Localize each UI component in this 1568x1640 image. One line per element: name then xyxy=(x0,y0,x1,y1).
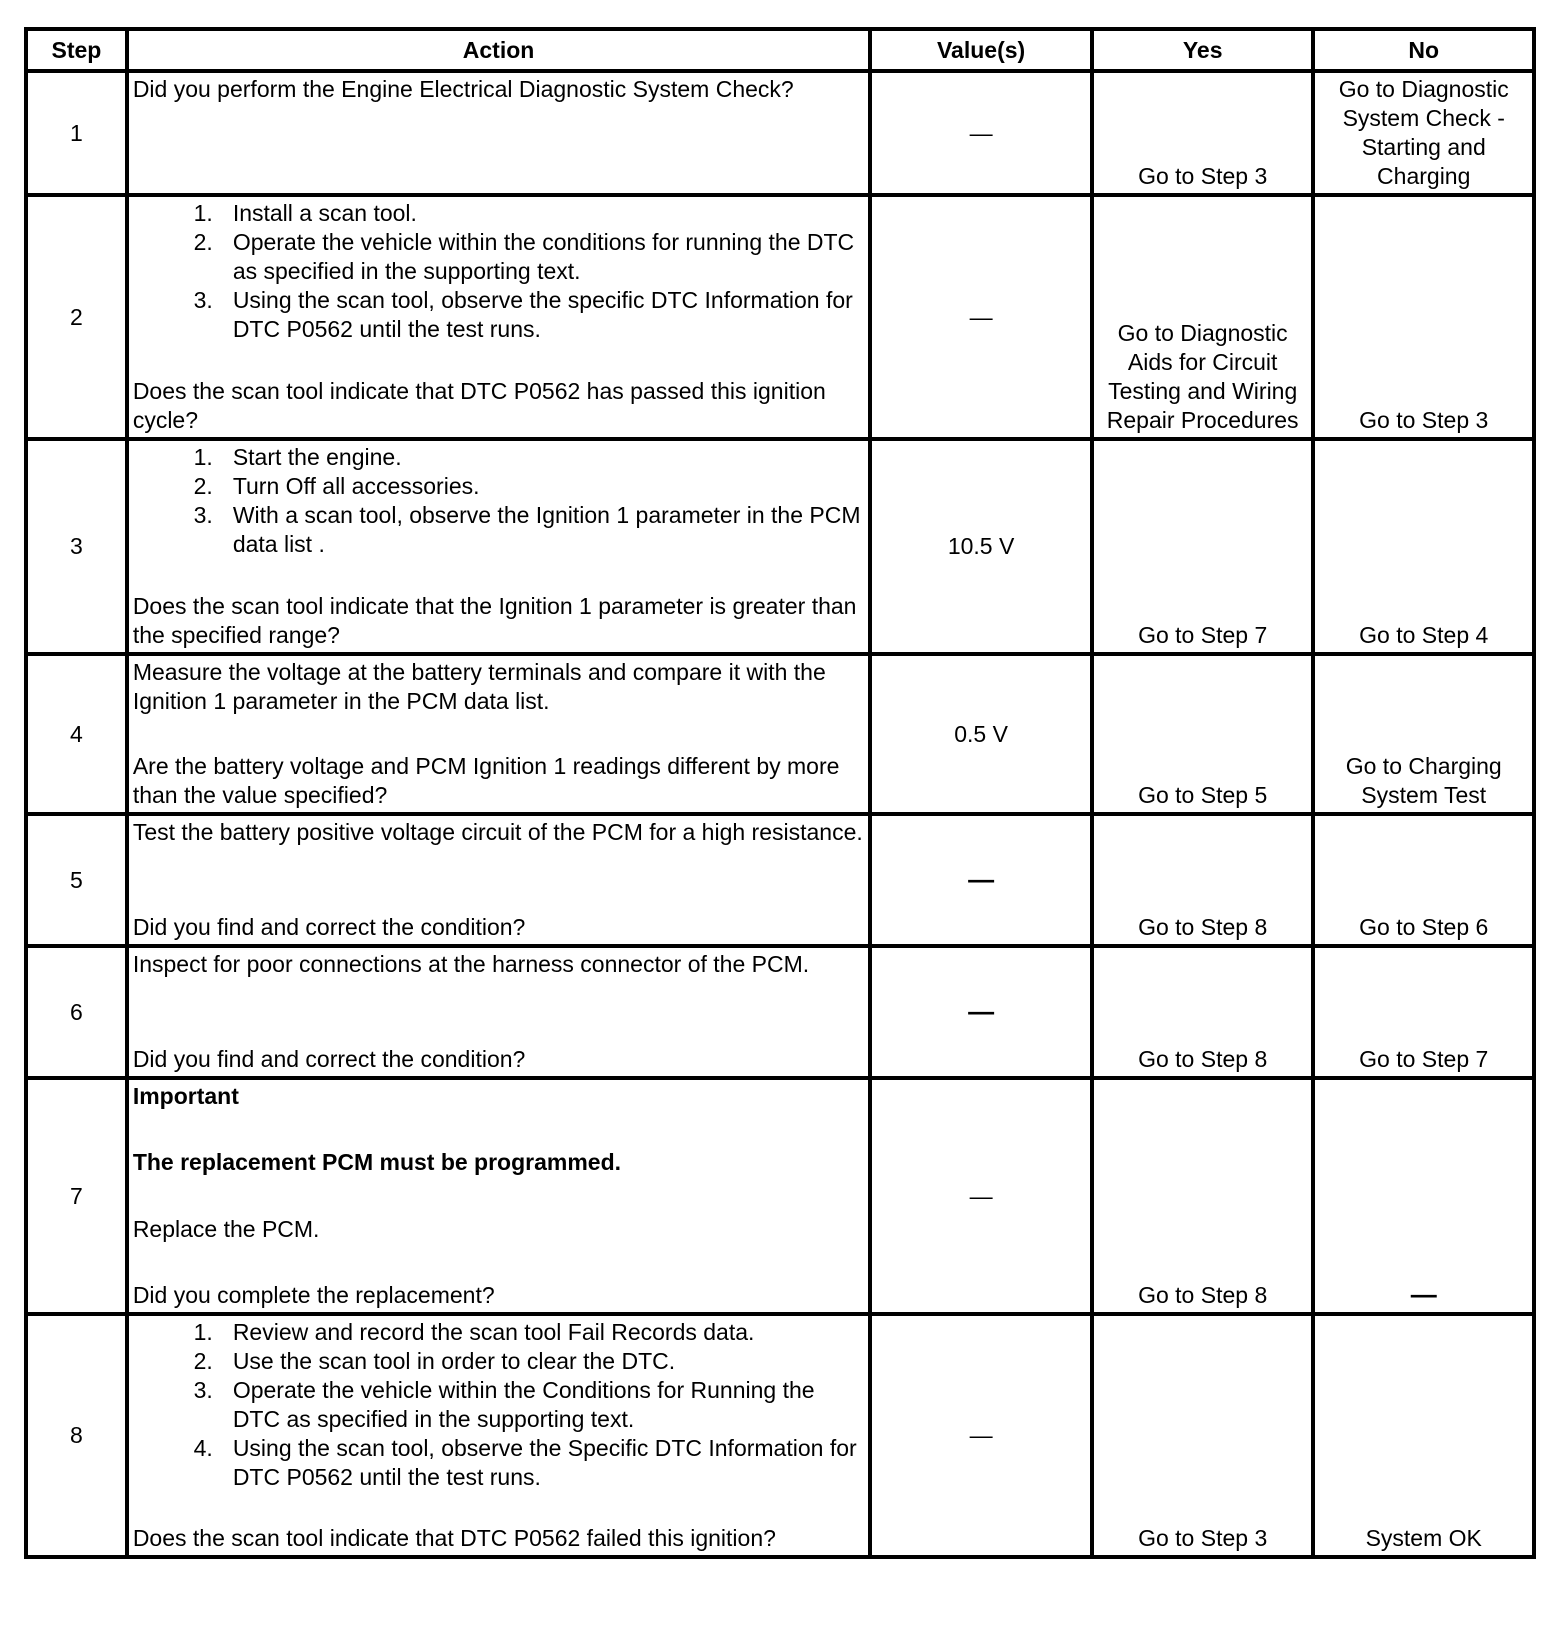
table-row xyxy=(26,946,1534,1078)
important-text: The replacement PCM must be programmed. xyxy=(132,1149,622,1176)
no-cell: System OK xyxy=(1313,1314,1534,1557)
action-question: Are the battery voltage and PCM Ignition 1 readings different by more than the value specified? xyxy=(132,753,840,808)
table-row xyxy=(26,1314,1534,1557)
table-row xyxy=(26,1078,1534,1314)
list-item xyxy=(133,1376,864,1434)
value-text: — xyxy=(969,303,993,330)
list-text: Install a scan tool. xyxy=(232,200,417,226)
list-item xyxy=(133,1434,864,1492)
action-text: Test the battery positive voltage circuit of the PCM for a high resistance. xyxy=(132,819,863,845)
list-item xyxy=(133,472,864,501)
header-action: Action xyxy=(127,29,870,71)
header-values: Value(s) xyxy=(870,29,1092,71)
no-cell: Go to Charging System Test xyxy=(1313,654,1534,814)
yes-cell: Go to Step 5 xyxy=(1092,654,1314,814)
value-cell xyxy=(870,654,1092,814)
yes-cell: Go to Step 7 xyxy=(1092,439,1314,654)
action-cell xyxy=(127,1078,870,1314)
table-row xyxy=(26,654,1534,814)
no-cell xyxy=(1313,1078,1534,1314)
list-number: 4. xyxy=(193,1435,213,1461)
value-cell xyxy=(870,814,1092,946)
list-item xyxy=(133,199,864,228)
list-number: 2. xyxy=(193,1348,213,1374)
value-text: — xyxy=(969,1182,993,1209)
yes-cell: Go to Step 8 xyxy=(1092,946,1314,1078)
list-item xyxy=(133,501,864,559)
no-cell: Go to Diagnostic System Check - Starting and Charging xyxy=(1313,71,1534,195)
list-number: 1. xyxy=(193,444,213,470)
value-text: — xyxy=(969,119,993,146)
header-step: Step xyxy=(26,29,127,71)
yes-cell: Go to Diagnostic Aids for Circuit Testing and Wiring Repair Procedures xyxy=(1092,195,1314,439)
no-cell: Go to Step 6 xyxy=(1313,814,1534,946)
list-text: Operate the vehicle within the Conditions for Running the DTC as specified in the supporting text. xyxy=(232,1377,815,1432)
important-label: Important xyxy=(132,1083,239,1109)
list-number: 1. xyxy=(193,200,213,226)
value-cell xyxy=(870,946,1092,1078)
action-question: Did you perform the Engine Electrical Diagnostic System Check? xyxy=(132,76,794,102)
list-text: Turn Off all accessories. xyxy=(232,473,480,499)
value-text: — xyxy=(968,864,995,894)
list-text: Start the engine. xyxy=(232,444,402,470)
list-item xyxy=(133,286,864,344)
no-cell: Go to Step 7 xyxy=(1313,946,1534,1078)
header-row xyxy=(26,29,1534,71)
value-text: 0.5 V xyxy=(954,720,1008,747)
list-text: Using the scan tool, observe the specific DTC Information for DTC P0562 until the test runs. xyxy=(232,287,853,342)
list-number: 3. xyxy=(193,287,213,313)
table-row xyxy=(26,195,1534,439)
value-cell xyxy=(870,439,1092,654)
list-text: Review and record the scan tool Fail Records data. xyxy=(232,1319,755,1345)
header-no: No xyxy=(1313,29,1534,71)
step-number: 2 xyxy=(26,195,127,439)
step-number: 5 xyxy=(26,814,127,946)
yes-cell: Go to Step 8 xyxy=(1092,814,1314,946)
action-question: Did you complete the replacement? xyxy=(132,1281,495,1308)
value-cell xyxy=(870,71,1092,195)
list-item xyxy=(133,228,864,286)
action-text: Measure the voltage at the battery terminals and compare it with the Ignition 1 parameter in the PCM data list. xyxy=(132,659,826,714)
list-item xyxy=(133,1347,864,1376)
list-number: 1. xyxy=(193,1319,213,1345)
list-text: Operate the vehicle within the conditions for running the DTC as specified in the supporting text. xyxy=(232,229,855,284)
action-steps-list xyxy=(133,443,864,559)
action-cell xyxy=(127,1314,870,1557)
action-text: Replace the PCM. xyxy=(132,1215,320,1242)
value-text: 10.5 V xyxy=(947,533,1015,559)
action-question: Does the scan tool indicate that the Ignition 1 parameter is greater than the specified range? xyxy=(132,593,857,648)
value-text: — xyxy=(969,1422,993,1448)
action-question: Did you find and correct the condition? xyxy=(132,914,526,940)
no-cell: Go to Step 4 xyxy=(1313,439,1534,654)
table-row xyxy=(26,71,1534,195)
action-cell xyxy=(127,439,870,654)
yes-cell: Go to Step 3 xyxy=(1092,1314,1314,1557)
value-text: — xyxy=(968,996,995,1026)
step-number: 8 xyxy=(26,1314,127,1557)
list-number: 3. xyxy=(193,1377,213,1403)
action-cell xyxy=(127,195,870,439)
table-row xyxy=(26,814,1534,946)
step-number: 3 xyxy=(26,439,127,654)
list-number: 2. xyxy=(193,473,213,499)
header-yes: Yes xyxy=(1092,29,1314,71)
yes-cell: Go to Step 8 xyxy=(1092,1078,1314,1314)
step-number: 4 xyxy=(26,654,127,814)
yes-cell: Go to Step 3 xyxy=(1092,71,1314,195)
action-question: Did you find and correct the condition? xyxy=(132,1046,526,1072)
value-cell xyxy=(870,1078,1092,1314)
action-cell xyxy=(127,71,870,195)
value-cell xyxy=(870,195,1092,439)
action-question: Does the scan tool indicate that DTC P0562 has passed this ignition cycle? xyxy=(132,378,826,433)
action-cell xyxy=(127,654,870,814)
list-text: With a scan tool, observe the Ignition 1 parameter in the PCM data list . xyxy=(232,502,861,557)
list-item xyxy=(133,1318,864,1347)
step-number: 7 xyxy=(26,1078,127,1314)
no-cell: Go to Step 3 xyxy=(1313,195,1534,439)
action-cell xyxy=(127,946,870,1078)
action-steps-list xyxy=(133,199,864,344)
list-text: Using the scan tool, observe the Specific DTC Information for DTC P0562 until the test runs. xyxy=(232,1435,857,1490)
action-text: Inspect for poor connections at the harness connector of the PCM. xyxy=(132,951,810,977)
action-cell xyxy=(127,814,870,946)
list-number: 2. xyxy=(193,229,213,255)
value-cell xyxy=(870,1314,1092,1557)
action-question: Does the scan tool indicate that DTC P0562 failed this ignition? xyxy=(132,1525,776,1551)
step-number: 6 xyxy=(26,946,127,1078)
step-number: 1 xyxy=(26,71,127,195)
diagnostic-table xyxy=(24,27,1536,1559)
list-number: 3. xyxy=(193,502,213,528)
list-text: Use the scan tool in order to clear the DTC. xyxy=(232,1348,676,1374)
table-row xyxy=(26,439,1534,654)
list-item xyxy=(133,443,864,472)
no-text: — xyxy=(1410,1279,1437,1309)
action-steps-list xyxy=(133,1318,864,1492)
